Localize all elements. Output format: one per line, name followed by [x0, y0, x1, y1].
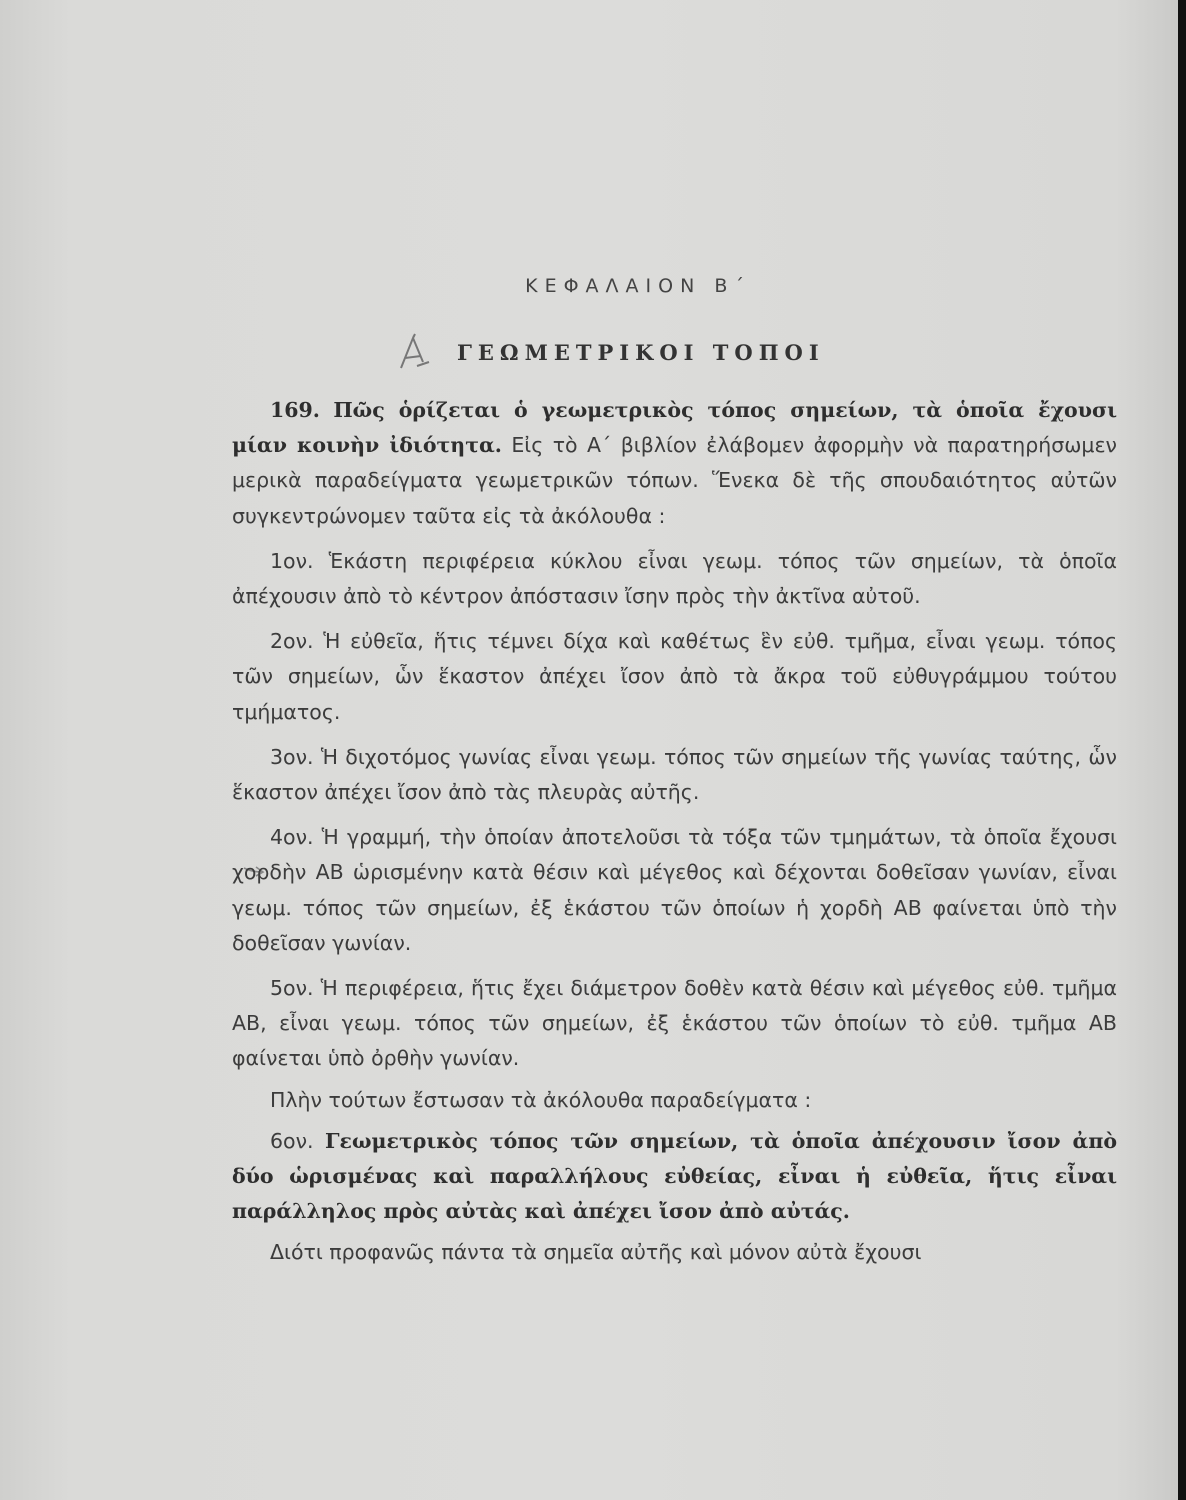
item6-number: 6ον. — [270, 1128, 314, 1153]
paragraph-text: Εἰς τὸ Α΄ βιβλίον ἐλάβομεν ἀφορμὴν νὰ παρατηρήσωμεν μερικὰ παραδείγματα γεωμετρικῶν τόπων. Ἕνεκα δὲ τῆς σπουδαιότητος αὐτῶν συγκεντρώνομεν ταῦτα εἰς τὰ ἀκόλουθα : — [232, 433, 1117, 528]
examples-intro: Πλὴν τούτων ἔστωσαν τὰ ἀκόλουθα παραδείγματα : — [270, 1087, 812, 1112]
list-item-3: 3ον. Ἡ διχοτόμος γωνίας εἶναι γεωμ. τόπος τῶν σημείων τῆς γωνίας ταύτης, ὧν ἕκαστον ἀπέχει ἴσον ἀπὸ τὰς πλευρὰς αὐτῆς. — [232, 744, 1117, 805]
list-item-4: 4ον. Ἡ γραμμή, τὴν ὁποίαν ἀποτελοῦσι τὰ τόξα τῶν τμημάτων, τὰ ὁποῖα ἔχουσι χορδὴν ΑΒ ὡρισμένην κατὰ θέσιν καὶ μέγεθος καὶ δέχονται δοθεῖσαν γωνίαν, εἶναι γεωμ. τόπος τῶν σημείων, ἐξ ἑκάστου τῶν ὁποίων ἡ χορδὴ ΑΒ φαίνεται ὑπὸ τὴν δοθεῖσαν γωνίαν. — [232, 825, 1117, 955]
chapter-heading: ΚΕΦΑΛΑΙΟΝ Β΄ — [525, 275, 751, 297]
paragraph-heading: Πῶς ὁρίζεται ὁ γεωμετρικὸς τόπος σημείων, τὰ ὁποῖα ἔχουσι μίαν κοινὴν ἰδιότητα. — [232, 398, 1117, 458]
paragraph-number: 169. — [270, 398, 320, 422]
list-item-2: 2ον. Ἡ εὐθεῖα, ἥτις τέμνει δίχα καὶ καθέτως ἓν εὐθ. τμῆμα, εἶναι γεωμ. τόπος τῶν σημείων, ὧν ἕκαστον ἀπέχει ἴσον ἀπὸ τὰ ἄκρα τοῦ εὐθυγράμμου τούτου τμήματος. — [232, 629, 1117, 724]
page-body — [232, 393, 1117, 1281]
section-title: ΓΕΩΜΕΤΡΙΚΟΙ ΤΟΠΟΙ — [457, 339, 825, 365]
paragraph-169 — [232, 393, 1117, 534]
list-item-5: 5ον. Ἡ περιφέρεια, ἥτις ἔχει διάμετρον δοθὲν κατὰ θέσιν καὶ μέγεθος εὐθ. τμῆμα ΑΒ, εἶναι γεωμ. τόπος τῶν σημείων, ἐξ ἑκάστου τῶν ὁποίων τὸ εὐθ. τμῆμα ΑΒ φαίνεται ὑπὸ ὀρθὴν γωνίαν. — [232, 976, 1117, 1071]
section-title-row — [395, 330, 825, 374]
scan-edge — [1178, 0, 1186, 1500]
item6-text: Γεωμετρικὸς τόπος τῶν σημείων, τὰ ὁποῖα ἀπέχουσιν ἴσον ἀπὸ δύο ὡρισμένας καὶ παραλλήλους εὐθείας, εἶναι ἡ εὐθεῖα, ἥτις εἶναι παράλληλος πρὸς αὐτὰς καὶ ἀπέχει ἴσον ἀπὸ αὐτάς. — [232, 1128, 1117, 1224]
last-line: Διότι προφανῶς πάντα τὰ σημεῖα αὐτῆς καὶ μόνον αὐτὰ ἔχουσι — [270, 1240, 922, 1265]
handwritten-mark-icon — [395, 332, 435, 372]
list-item-6 — [232, 1124, 1117, 1230]
list-item-1: 1ον. Ἑκάστη περιφέρεια κύκλου εἶναι γεωμ. τόπος τῶν σημείων, τὰ ὁποῖα ἀπέχουσιν ἀπὸ τὸ κέντρον ἀπόστασιν ἴσην πρὸς τὴν ἀκτῖνα αὐτοῦ. — [232, 548, 1117, 609]
